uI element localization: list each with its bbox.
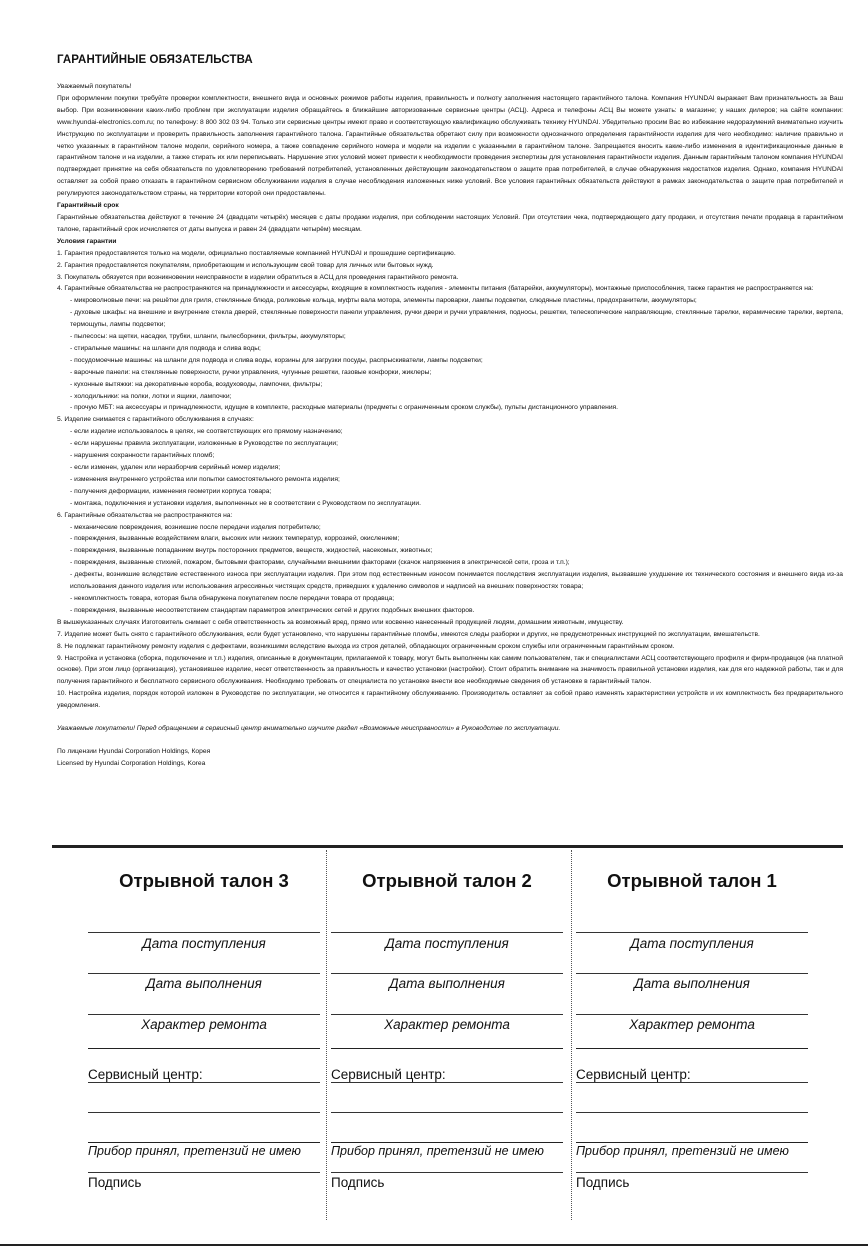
- line: [331, 1014, 563, 1015]
- coupon-title: Отрывной талон 3: [119, 870, 289, 891]
- line: [576, 932, 808, 933]
- paragraph: 5. Изделие снимается с гарантийного обслуживания в случаях:: [57, 416, 254, 424]
- list-item: - повреждения, вызванные стихией, пожаром, бытовыми факторами, случайными внешними факторами (скачок напряжения в электрической сети, гроза и т.п.);: [70, 559, 570, 567]
- line: [576, 1172, 808, 1173]
- acceptance-label: Прибор принял, претензий не имею: [331, 1144, 544, 1158]
- line: [88, 1112, 320, 1113]
- line: [331, 1082, 563, 1083]
- line: [576, 973, 808, 974]
- warranty-document: [57, 54, 843, 770]
- list-item: - духовые шкафы: на внешние и внутренние стекла дверей, стеклянные поверхности панели управления, ручки двери и ручки управления, подносы, решетки, телескопические направляющие, стеклянные тарелки, керамические тарелки, вертела, термощупы, лампы подсветки;: [70, 309, 843, 329]
- paragraph: Licensed by Hyundai Corporation Holdings, Korea: [57, 759, 206, 767]
- date-completed-label: Дата выполнения: [146, 976, 262, 991]
- paragraph: 3. Покупатель обязуется при возникновении неисправности в изделии обратиться в АСЦ для проведения гарантийного ремонта.: [57, 273, 459, 281]
- list-item: - повреждения, вызванные воздействием влаги, высоких или низких температур, коррозией, окислением;: [70, 535, 400, 543]
- line: [88, 1048, 320, 1049]
- tear-off-coupon: [331, 850, 563, 1220]
- section-heading: Условия гарантии: [57, 237, 117, 245]
- signature-label: Подпись: [88, 1175, 142, 1190]
- list-item: - если изделие использовалось в целях, не соответствующих его прямому назначению;: [70, 428, 343, 436]
- tear-off-coupon: [576, 850, 808, 1220]
- list-item: - если нарушены правила эксплуатации, изложенные в Руководстве по эксплуатации;: [70, 440, 339, 448]
- date-received-label: Дата поступления: [630, 936, 754, 951]
- list-item: - некомплектность товара, которая была обнаружена покупателем после передачи товара от продавца;: [70, 594, 395, 602]
- list-item: - дефекты, возникшие вследствие естественного износа при эксплуатации изделия. При этом под естественным износом понимается последствия эксплуатации изделия, вызвавшие ухудшение их технического состояния и внешнего вида из-за использования данного изделия или использования агрессивных чистящих средств, приведших к удалению символов и надписей на внешних поверхностях товара;: [70, 571, 843, 591]
- line: [331, 1112, 563, 1113]
- repair-type-label: Характер ремонта: [629, 1017, 755, 1032]
- section-heading: Гарантийный срок: [57, 202, 119, 210]
- paragraph: 6. Гарантийные обязательства не распространяются на:: [57, 511, 233, 519]
- tear-off-coupon: [88, 850, 320, 1220]
- line: [88, 1142, 320, 1143]
- line: [576, 1014, 808, 1015]
- list-item: - получения деформации, изменения геометрии корпуса товара;: [70, 487, 272, 495]
- list-item: - изменения внутреннего устройства или попытки самостоятельного ремонта изделия;: [70, 475, 340, 483]
- line: [331, 1142, 563, 1143]
- date-completed-label: Дата выполнения: [634, 976, 750, 991]
- tear-line: [326, 850, 327, 1220]
- paragraph: При оформлении покупки требуйте проверки комплектности, внешнего вида и основных режимов работы изделия, правильность и полноту заполнения настоящего гарантийного талона. Компания HYUNDAI выражает Вам признательность за Ваш выбор. При возникновении каких-либо проблем при эксплуатации изделия обращайтесь в ближайшие авторизованные сервисные центры (АСЦ). Адреса и телефоны АСЦ Вы можете узнать: в магазине; у наших дилеров; на сайте компании: www.hyundai-electronics.com.ru; по телефону: 8 800 302 03 94. Только эти сервисные центры имеют право и соответствующую квалификацию обслуживать технику HYUNDAI. Убедительно просим Вас во избежание недоразумений внимательно изучить Инструкцию по эксплуатации и проверить правильность заполнения гарантийного талона. Гарантийные обязательства обретают силу при возможности однозначного определения гарантийности изделия для чего необходимо: наличие правильно и четко указанных в гарантийном талоне модели, серийного номера, а также совпадение серийного номера и модели на изделии с указанными в гарантийном талоне. Запрещается вносить какие-либо изменения в идентификационные данные в гарантийном талоне и на изделии, а также стирать их или переписывать. Нарушение этих условий может привести к необходимости проведения экспертизы для установления гарантийности изделия. Данным гарантийным талоном компания HYUNDAI подтверждает принятие на себя обязательств по удовлетворению требований потребителей, установленных действующим законодательством о защите прав потребителей, в случае обнаружения недостатков изделия. Однако, компания HYUNDAI оставляет за собой право отказать в гарантийном сервисном обслуживании изделия в случае несоблюдения изложенных ниже условий. Все условия гарантийных обязательств действуют в рамках законодательства о защите прав потребителей и регулируются законодательством страны, на территории которой они предоставлены.: [57, 94, 843, 198]
- list-item: - если изменен, удален или неразборчив серийный номер изделия;: [70, 464, 281, 471]
- list-item: - микроволновые печи: на решётки для гриля, стеклянные блюда, роликовые кольца, муфты вала мотора, элементы пароварки, лампы подсветки, слюдяные пластины, предохранители, аккумуляторы;: [70, 297, 697, 305]
- list-item: - посудомоечные машины: на шланги для подвода и слива воды, корзины для загрузки посуды, распрыскиватели, лампы подсветки;: [70, 356, 483, 364]
- paragraph: 9. Настройка и установка (сборка, подключение и т.п.) изделия, описанные в документации, прилагаемой к товару, могут быть выполнены как самим пользователем, так и специалистами АСЦ соответствующего профиля и фирм-продавцов (на платной основе). При этом лицо (организация), установившее изделие, несет ответственность за правильность и качество установки (настройки). Стоит обратить внимание на значимость правильной установки изделия, как для его надежной работы, так и для получения гарантийного и бесплатного сервисного обслуживания. Необходимо требовать от специалиста по установке внести все необходимые сведения об установке в гарантийный талон.: [57, 654, 843, 686]
- list-item: - нарушения сохранности гарантийных пломб;: [70, 452, 215, 460]
- service-center-label: Сервисный центр:: [88, 1067, 203, 1082]
- list-item: - холодильники: на полки, лотки и ящики, лампочки;: [70, 392, 232, 400]
- paragraph: Гарантийные обязательства действуют в течение 24 (двадцати четырёх) месяцев с даты продажи изделия, при соблюдении настоящих Условий. При отсутствии чека, подтверждающего дату продажи, и отсутствия печати продавца в гарантийном талоне, гарантийный срок исчисляется от даты выпуска и равен 24 (двадцати четырём) месяцам.: [57, 213, 843, 233]
- list-item: - механические повреждения, возникшие после передачи изделия потребителю;: [70, 523, 321, 531]
- line: [576, 1142, 808, 1143]
- warranty-text: [57, 81, 843, 770]
- section-divider: [52, 845, 843, 848]
- list-item: - повреждения, вызванные несоответствием стандартам параметров электрических сетей и других подобных внешних факторов.: [70, 606, 475, 614]
- line: [331, 1048, 563, 1049]
- paragraph: 4. Гарантийные обязательства не распространяются на принадлежности и аксессуары, входящие в комплектность изделия - элементы питания (батарейки, аккумуляторы), монтажные приспособления, также гарантия не распространяется на:: [57, 285, 814, 293]
- date-received-label: Дата поступления: [385, 936, 509, 951]
- line: [331, 1172, 563, 1173]
- list-item: - пылесосы: на щетки, насадки, трубки, шланги, пылесборники, фильтры, аккумуляторы;: [70, 333, 346, 341]
- service-center-label: Сервисный центр:: [576, 1067, 691, 1082]
- repair-type-label: Характер ремонта: [384, 1017, 510, 1032]
- line: [88, 1082, 320, 1083]
- paragraph: 7. Изделие может быть снято с гарантийного обслуживания, если будет установлено, что нарушены гарантийные пломбы, имеются следы разборки и других, не предусмотренных инструкцией по эксплуатации, вмешательств.: [57, 630, 760, 638]
- line: [88, 1172, 320, 1173]
- line: [88, 973, 320, 974]
- paragraph: В вышеуказанных случаях Изготовитель снимает с себя ответственность за возможный вред, прямо или косвенно нанесенный продукцией людям, домашним животным, имуществу.: [57, 618, 624, 626]
- coupon-title: Отрывной талон 2: [362, 870, 532, 891]
- line: [331, 973, 563, 974]
- line: [576, 1048, 808, 1049]
- repair-type-label: Характер ремонта: [141, 1017, 267, 1032]
- line: [88, 932, 320, 933]
- line: [331, 932, 563, 933]
- list-item: - монтажа, подключения и установки изделия, выполненных не в соответствии с Руководством по эксплуатации.: [70, 499, 422, 507]
- paragraph: По лицензии Hyundai Corporation Holdings, Корея: [57, 747, 211, 755]
- paragraph: Уважаемые покупатели! Перед обращением в сервисный центр внимательно изучите раздел «Возможные неисправности» в Руководстве по эксплуатации.: [57, 725, 561, 733]
- list-item: - повреждения, вызванные попаданием внутрь посторонних предметов, веществ, жидкостей, насекомых, животных;: [70, 547, 433, 555]
- list-item: - стиральные машины: на шланги для подвода и слива воды;: [70, 344, 261, 352]
- date-completed-label: Дата выполнения: [389, 976, 505, 991]
- list-item: - прочую МБТ: на аксессуары и принадлежности, идущие в комплекте, расходные материалы (предметы с ограниченным сроком службы), пульты дистанционного управления.: [70, 404, 619, 412]
- tear-line: [571, 850, 572, 1220]
- paragraph: 1. Гарантия предоставляется только на модели, официально поставляемые компанией HYUNDAI и прошедшие сертификацию.: [57, 249, 456, 257]
- paragraph: Уважаемый покупатель!: [57, 83, 132, 90]
- paragraph: 8. Не подлежат гарантийному ремонту изделия с дефектами, возникшими вследствие выхода из строя деталей, обладающих ограниченным сроком службы или ограниченным гарантийным сроком.: [57, 642, 675, 650]
- page-title: ГАРАНТИЙНЫЕ ОБЯЗАТЕЛЬСТВА: [57, 54, 253, 66]
- paragraph: 2. Гарантия предоставляется покупателям, приобретающим и использующим свой товар для личных или бытовых нужд.: [57, 261, 434, 269]
- paragraph: 10. Настройка изделия, порядок которой изложен в Руководстве по эксплуатации, не относится к гарантийному обслуживанию. Производитель оставляет за собой право изменять характеристики устройств и их комплектность без предварительного уведомления.: [57, 690, 843, 710]
- coupon-title: Отрывной талон 1: [607, 870, 777, 891]
- date-received-label: Дата поступления: [142, 936, 266, 951]
- signature-label: Подпись: [576, 1175, 630, 1190]
- signature-label: Подпись: [331, 1175, 385, 1190]
- line: [576, 1112, 808, 1113]
- acceptance-label: Прибор принял, претензий не имею: [576, 1144, 789, 1158]
- list-item: - кухонные вытяжки: на декоративные короба, воздуховоды, лампочки, фильтры;: [70, 380, 323, 388]
- service-center-label: Сервисный центр:: [331, 1067, 446, 1082]
- list-item: - варочные панели: на стеклянные поверхности, ручки управления, чугунные решетки, газовые конфорки, жиклеры;: [70, 368, 432, 376]
- line: [88, 1014, 320, 1015]
- line: [576, 1082, 808, 1083]
- acceptance-label: Прибор принял, претензий не имею: [88, 1144, 301, 1158]
- page-bottom-rule: [0, 1244, 868, 1246]
